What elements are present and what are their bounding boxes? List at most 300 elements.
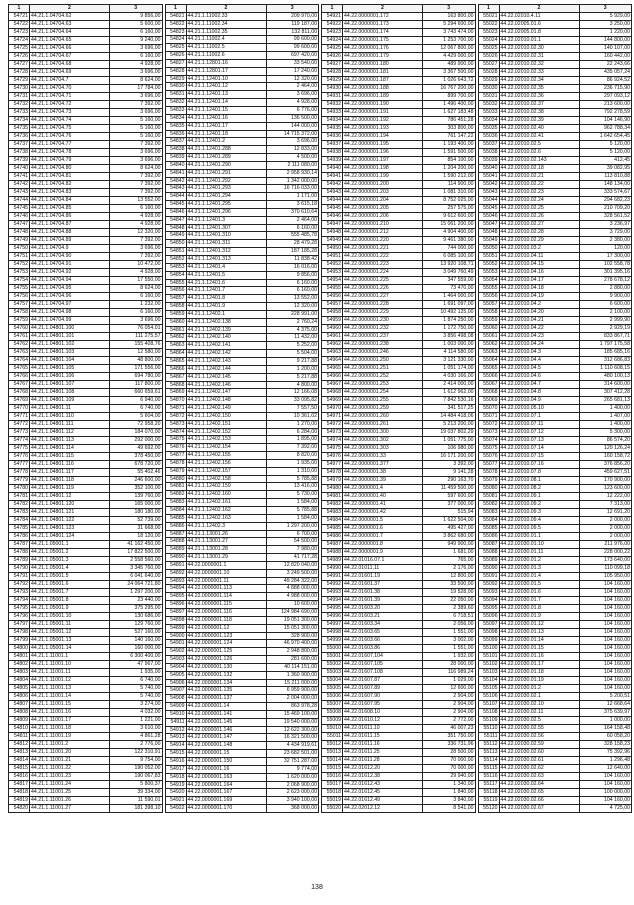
account-code: 44.22.02010.04.5 (499, 364, 579, 372)
amount: 9 774,00 (266, 765, 319, 773)
account-code: 44.22.0000001.1 (186, 561, 266, 569)
account-code: 44.21.1.04704.81 (30, 172, 110, 180)
account-code: 44.21.1.04801.102 (30, 340, 110, 348)
page-number: 138 (311, 884, 323, 891)
amount: 171 556,00 (110, 364, 163, 372)
amount: 1 895,00 (266, 436, 319, 444)
account-code: 44.21.1.12801.16 (186, 59, 266, 67)
amount: 40 114 151,00 (266, 663, 319, 671)
row-number: 55040 (478, 164, 499, 172)
amount: 5 213 200,00 (423, 420, 476, 428)
row-number: 54803 (9, 668, 30, 676)
table-row (322, 716, 476, 724)
table-row (322, 348, 476, 356)
row-number: 55073 (478, 428, 499, 436)
account-code: 44.22.02010.02.5 (499, 140, 579, 148)
account-code: 44.21.1.12401.9 (186, 303, 266, 311)
row-number: 55009 (322, 716, 343, 724)
amount: 1 221,00 (110, 716, 163, 724)
account-code: 44.22.02030.01.9 (499, 612, 579, 620)
amount: 2 414 000,00 (423, 380, 476, 388)
table-row (165, 232, 319, 240)
amount: 1 081 310,00 (423, 188, 476, 196)
row-number: 54947 (322, 220, 343, 228)
table-row (165, 106, 319, 114)
table-row (9, 668, 163, 676)
amount: 4 500,00 (266, 154, 319, 162)
account-code: 44.21.1.04704.66 (30, 44, 110, 52)
table-row (478, 596, 632, 604)
row-number: 54783 (9, 508, 30, 516)
table-row (478, 540, 632, 548)
row-number: 55043 (478, 188, 499, 196)
row-number: 55051 (478, 252, 499, 260)
amount: 49 692,00 (110, 444, 163, 452)
table-row (9, 132, 163, 140)
amount: 33 540,00 (266, 59, 319, 67)
amount: 6 160,00 (266, 287, 319, 295)
row-number: 54904 (165, 663, 186, 671)
row-number: 54993 (322, 588, 343, 596)
table-row (478, 492, 632, 500)
row-number: 55093 (478, 588, 499, 596)
account-code: 44.22.01603.66 (343, 636, 423, 644)
account-code: 44.21.1.04704.62 (30, 12, 110, 20)
amount: 328 158,23 (579, 740, 632, 748)
table-row (9, 44, 163, 52)
row-number: 54845 (165, 201, 186, 209)
table-row (165, 718, 319, 726)
table-row (9, 372, 163, 380)
table-row (322, 100, 476, 108)
amount: 314 600,00 (579, 380, 632, 388)
account-code: 44.21.1.11001.24 (30, 780, 110, 788)
amount: 1 360 900,00 (266, 671, 319, 679)
account-code: 44.21.1.11001.14 (30, 692, 110, 700)
account-code: 44.22.0000001.170 (186, 805, 266, 813)
amount: 301 395,16 (579, 268, 632, 276)
amount: 47 967,00 (110, 660, 163, 668)
table-row (322, 788, 476, 796)
amount: 19 528,00 (423, 588, 476, 596)
row-number: 54927 (322, 60, 343, 68)
table-row (322, 556, 476, 564)
amount: 13 416,00 (266, 483, 319, 491)
row-number: 55094 (478, 596, 499, 604)
table-row (322, 196, 476, 204)
row-number: 54726 (9, 52, 30, 60)
table-row (9, 260, 163, 268)
table-row (9, 540, 163, 548)
row-number: 54791 (9, 572, 30, 580)
account-code: 44.22.02030.01.3 (499, 564, 579, 572)
account-code: 44.21.1.11001.27 (30, 804, 110, 812)
account-code: 44.22.0000001.254 (343, 388, 423, 396)
account-code: 44.21.1.12401.311 (186, 240, 266, 248)
amount: 1 342 000,00 (266, 177, 319, 185)
row-number: 54971 (322, 412, 343, 420)
table-row (9, 716, 163, 724)
amount: 1 193 400,00 (423, 140, 476, 148)
amount: 144 000,00 (266, 122, 319, 130)
amount: 16 016,00 (266, 263, 319, 271)
account-code: 44.22.02010.02.35 (499, 84, 579, 92)
amount: 10 492 125,00 (423, 308, 476, 316)
table-row (478, 444, 632, 452)
row-number: 54821 (165, 12, 186, 20)
table-row (165, 530, 319, 538)
table-row (478, 116, 632, 124)
account-code: 44.21.1.12401.289 (186, 154, 266, 162)
row-number: 54825 (165, 44, 186, 52)
account-code: 44.22.0000001.167 (186, 789, 266, 797)
account-code: 44.22.02010.07.11 (499, 420, 579, 428)
amount: 4 928,00 (266, 99, 319, 107)
table-row (322, 124, 476, 132)
table-row (322, 428, 476, 436)
amount: 10 600,00 (266, 601, 319, 609)
amount: 144 800,00 (579, 36, 632, 44)
amount: 1 464 000,00 (423, 292, 476, 300)
row-number: 54961 (322, 332, 343, 340)
account-code: 44.22.02010.04.9 (499, 396, 579, 404)
table-row (322, 164, 476, 172)
amount: 1 620 000,00 (266, 773, 319, 781)
account-code: 44.22.0000001.148 (186, 742, 266, 750)
row-number: 54985 (322, 524, 343, 532)
amount: 257 575,00 (423, 204, 476, 212)
row-number: 54778 (9, 468, 30, 476)
row-number: 54811 (9, 732, 30, 740)
amount: 4 114 580,00 (423, 348, 476, 356)
row-number: 55063 (478, 348, 499, 356)
table-row (165, 130, 319, 138)
amount: 660 659,61 (110, 388, 163, 396)
account-code: 44.22.02030.02.56 (499, 732, 579, 740)
amount: 12 800,00 (423, 572, 476, 580)
ledger-columns (8, 4, 628, 813)
account-code: 44.21.1.04801.100 (30, 324, 110, 332)
amount: 2 904,00 (423, 700, 476, 708)
row-number: 54864 (165, 350, 186, 358)
row-number: 54879 (165, 467, 186, 475)
row-number: 54905 (165, 671, 186, 679)
row-number: 54959 (322, 316, 343, 324)
row-number: 54722 (9, 20, 30, 28)
amount: 130 686,00 (110, 612, 163, 620)
table-row (322, 596, 476, 604)
table-row (165, 687, 319, 695)
table-row (9, 780, 163, 788)
row-number: 54937 (322, 140, 343, 148)
table-row (478, 564, 632, 572)
account-code: 44.21.1.11001.16 (30, 708, 110, 716)
account-code: 44.21.1.04801.104 (30, 356, 110, 364)
row-number: 54808 (9, 708, 30, 716)
amount: 2 623 000,00 (266, 789, 319, 797)
amount: 18 120,00 (110, 532, 163, 540)
account-code: 44.22.0000001.33 (343, 452, 423, 460)
amount: 4 928,00 (110, 60, 163, 68)
table-row (478, 748, 632, 756)
amount: 104 160,00 (579, 604, 632, 612)
row-number: 54807 (9, 700, 30, 708)
row-number: 55013 (322, 748, 343, 756)
table-row (165, 52, 319, 60)
amount: 12 320,00 (266, 75, 319, 83)
row-number: 54913 (165, 734, 186, 742)
account-code: 44.21.1.11001.10 (30, 660, 110, 668)
account-code: 44.22.01603.34 (343, 620, 423, 628)
row-number: 54979 (322, 476, 343, 484)
row-number: 54827 (165, 59, 186, 67)
table-row (9, 324, 163, 332)
table-row (165, 177, 319, 185)
amount: 12 833,00 (266, 146, 319, 154)
table-row (165, 303, 319, 311)
account-code: 44.21.1.04704.67 (30, 52, 110, 60)
amount: 104 160,00 (579, 628, 632, 636)
column-header: 3 (579, 5, 632, 13)
table-row (478, 196, 632, 204)
table-row (165, 381, 319, 389)
amount: 5 120,00 (579, 148, 632, 156)
table-row (9, 732, 163, 740)
amount: 4 928,00 (110, 268, 163, 276)
account-code: 44.21.1.04801.107 (30, 380, 110, 388)
table-row (478, 412, 632, 420)
table-row (165, 601, 319, 609)
account-code: 44.22.0000001.204 (343, 196, 423, 204)
amount: 9 461 380,00 (423, 236, 476, 244)
amount: 1 029,00 (423, 676, 476, 684)
amount: 6 940,00 (110, 396, 163, 404)
amount: 786 451,28 (423, 116, 476, 124)
account-code: 44.22.02030.01.15 (499, 644, 579, 652)
amount: 1 200,00 (266, 365, 319, 373)
account-code: 44.21.1.04704.68 (30, 60, 110, 68)
account-code: 44.22.02030.02.62 (499, 764, 579, 772)
table-row (478, 756, 632, 764)
table-row (322, 372, 476, 380)
amount: 459 627,51 (579, 468, 632, 476)
table-row (165, 616, 319, 624)
row-number: 55046 (478, 212, 499, 220)
row-number: 54922 (322, 20, 343, 28)
account-code: 44.21.1.11001.15 (30, 700, 110, 708)
account-code: 44.22.0000001.228 (343, 300, 423, 308)
row-number: 54922 (165, 805, 186, 813)
amount: 3 249 500,00 (266, 569, 319, 577)
amount: 8 624,00 (110, 76, 163, 84)
row-number: 54938 (322, 148, 343, 156)
table-row (9, 332, 163, 340)
account-code: 44.22.02010.07.16 (499, 460, 579, 468)
table-row (9, 36, 163, 44)
table-row (322, 660, 476, 668)
amount: 480 100,13 (579, 372, 632, 380)
amount: 120,00 (579, 244, 632, 252)
account-code: 44.21.1.05001.7 (30, 588, 110, 596)
table-row (9, 740, 163, 748)
account-code: 44.21.1.04801.111 (30, 420, 110, 428)
amount: 41 717,28 (266, 554, 319, 562)
account-code: 44.22.02010.04.6 (499, 372, 579, 380)
table-row (322, 220, 476, 228)
row-number: 55017 (322, 780, 343, 788)
column-header: 1 (165, 5, 186, 13)
amount: 4 888 000,00 (266, 585, 319, 593)
row-number: 54914 (165, 742, 186, 750)
row-number: 54900 (165, 632, 186, 640)
row-number: 54957 (322, 300, 343, 308)
account-code: 44.21.1.04704.89 (30, 236, 110, 244)
account-code: 44.21.1.04801.106 (30, 372, 110, 380)
table-row (9, 628, 163, 636)
amount: 1 400,00 (579, 404, 632, 412)
account-code: 44.22.02010.02.22 (499, 180, 579, 188)
table-row (322, 668, 476, 676)
amount: 12 320,00 (110, 228, 163, 236)
account-code: 44.21.1.12402.148 (186, 397, 266, 405)
account-code: 44.22.02030.02.67 (499, 804, 579, 812)
amount: 70 000,00 (423, 756, 476, 764)
amount: 2 776,00 (110, 740, 163, 748)
account-code: 44.21.1.04801.113 (30, 436, 110, 444)
row-number: 55097 (478, 620, 499, 628)
column-header: 2 (499, 5, 579, 13)
account-code: 44.21.1.04704.63 (30, 20, 110, 28)
account-code: 44.22.02010.04.23 (499, 332, 579, 340)
row-number: 54858 (165, 303, 186, 311)
table-row (322, 236, 476, 244)
table-row (478, 420, 632, 428)
amount: 170 900,00 (579, 476, 632, 484)
table-row (322, 188, 476, 196)
account-code: 44.22.01612.38 (343, 772, 423, 780)
account-code: 44.22.0000001.12 (186, 624, 266, 632)
table-row (322, 588, 476, 596)
row-number: 54813 (9, 748, 30, 756)
account-code: 44.21.1.05001.3 (30, 556, 110, 564)
row-number: 54939 (322, 156, 343, 164)
table-row (478, 36, 632, 44)
row-number: 54929 (322, 76, 343, 84)
account-code: 44.21.1.12402.161 (186, 499, 266, 507)
row-number: 54843 (165, 185, 186, 193)
amount: 1 691 097,00 (423, 300, 476, 308)
table-row (9, 596, 163, 604)
amount: 28 500,00 (423, 748, 476, 756)
row-number: 54729 (9, 76, 30, 84)
amount: 160 442,00 (579, 52, 632, 60)
account-code: 44.21.1.05001.5 (30, 572, 110, 580)
amount: 6 600,00 (579, 300, 632, 308)
account-code: 44.22.02010.04.8 (499, 388, 579, 396)
amount: 99 600,00 (266, 36, 319, 44)
amount: 13 552,00 (266, 295, 319, 303)
row-number: 54898 (165, 616, 186, 624)
row-number: 55095 (478, 604, 499, 612)
row-number: 54794 (9, 596, 30, 604)
row-number: 54867 (165, 373, 186, 381)
row-number: 54799 (9, 636, 30, 644)
table-row (322, 84, 476, 92)
table-row (478, 52, 632, 60)
amount: 2 068 900,00 (266, 781, 319, 789)
account-code: 44.22.0000001.11 (186, 577, 266, 585)
table-row (322, 572, 476, 580)
row-number: 55049 (478, 236, 499, 244)
table-row (322, 460, 476, 468)
amount: 187 185,28 (266, 248, 319, 256)
amount: 104 160,00 (579, 676, 632, 684)
account-code: 44.22.0000001.164 (186, 781, 266, 789)
table-row (478, 636, 632, 644)
account-code: 44.22.0000001.6 (343, 524, 423, 532)
amount: 22 050,00 (423, 596, 476, 604)
amount: 9 217,88 (266, 357, 319, 365)
table-row (165, 789, 319, 797)
row-number: 54876 (165, 444, 186, 452)
table-row (9, 396, 163, 404)
account-code: 44.21.1.04704.90 (30, 252, 110, 260)
row-number: 54899 (165, 624, 186, 632)
row-number: 55117 (478, 780, 499, 788)
amount: 5 504,00 (266, 350, 319, 358)
row-number: 54965 (322, 364, 343, 372)
row-number: 54964 (322, 356, 343, 364)
account-code: 44.22.0000001.123 (186, 632, 266, 640)
table-row (478, 20, 632, 28)
account-code: 44.22.01611.10 (343, 724, 423, 732)
row-number: 55069 (478, 396, 499, 404)
amount: 1 935,00 (110, 668, 163, 676)
account-code: 44.22.0000001.118 (186, 616, 266, 624)
account-code: 44.22.01601.37 (343, 580, 423, 588)
row-number: 54730 (9, 84, 30, 92)
table-row (9, 404, 163, 412)
amount: 3 940 100,00 (266, 797, 319, 805)
amount: 111 275,57 (110, 332, 163, 340)
account-code: 44.22.0000001.190 (343, 100, 423, 108)
row-number: 54862 (165, 334, 186, 342)
amount: 17 822 500,00 (110, 548, 163, 556)
table-row (165, 287, 319, 295)
amount: 73 470,00 (423, 284, 476, 292)
row-number: 54812 (9, 740, 30, 748)
row-number: 54886 (165, 522, 186, 530)
account-code: 44.21.1.05001.2 (30, 548, 110, 556)
table-row (478, 268, 632, 276)
table-row (322, 756, 476, 764)
table-row (478, 524, 632, 532)
amount: 6 718,51 (423, 612, 476, 620)
account-code: 44.21.1.12402.151 (186, 420, 266, 428)
amount: 39 082,95 (579, 164, 632, 172)
table-row (165, 554, 319, 562)
row-number: 54953 (322, 268, 343, 276)
table-row (9, 252, 163, 260)
table-row (478, 356, 632, 364)
row-number: 55074 (478, 436, 499, 444)
table-row (165, 428, 319, 436)
table-row (322, 692, 476, 700)
table-row (322, 796, 476, 804)
row-number: 54983 (322, 508, 343, 516)
account-code: 44.22.0000001.42 (343, 508, 423, 516)
account-code: 44.21.1.12401.12 (186, 83, 266, 91)
